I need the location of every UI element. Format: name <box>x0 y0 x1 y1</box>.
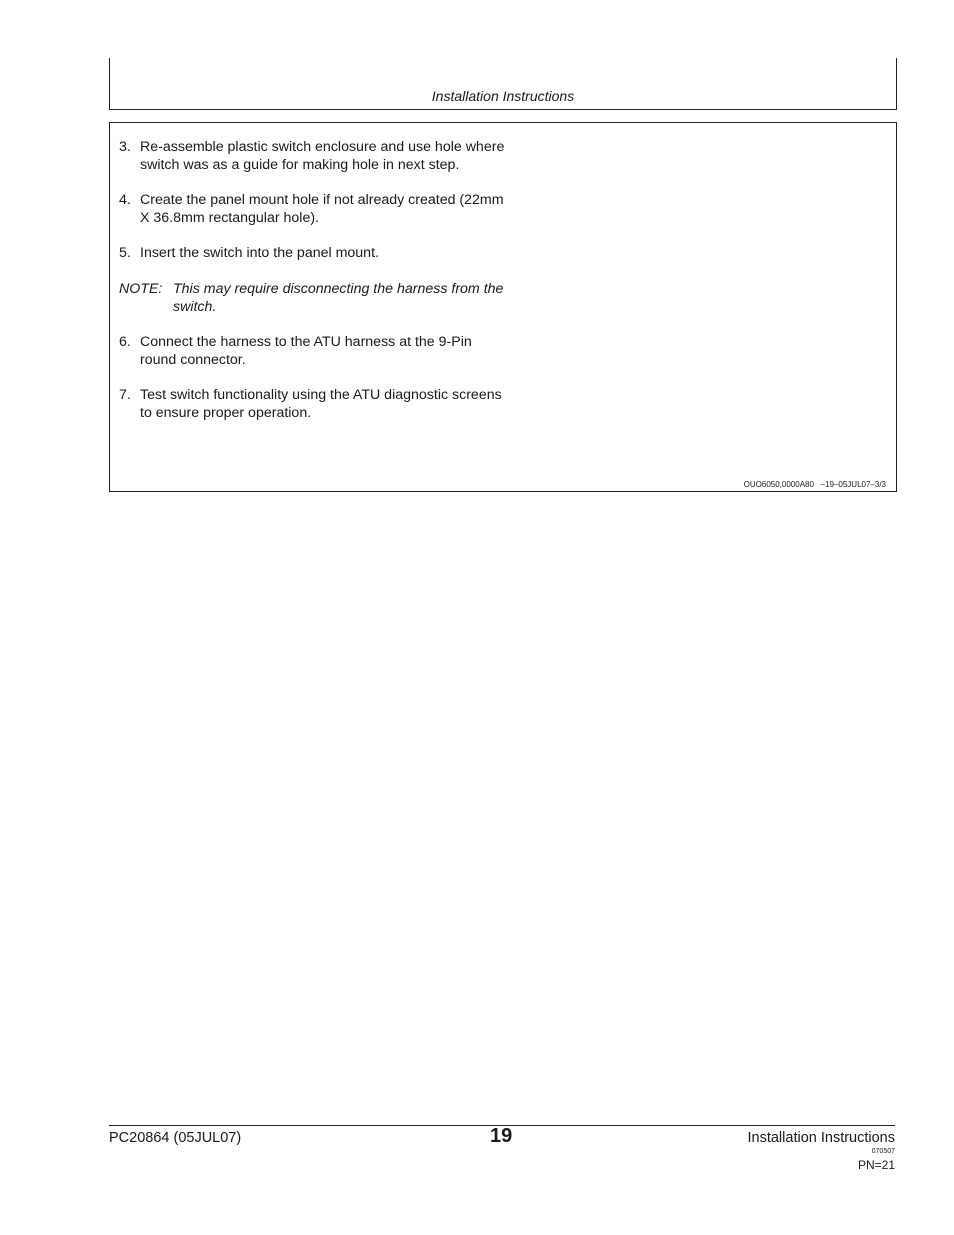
header-title: Installation Instructions <box>431 88 575 104</box>
step-number: 4. <box>119 192 131 209</box>
step-text: Connect the harness to the ATU harness at the 9-Pin round connector. <box>140 334 472 368</box>
step-item <box>119 387 509 422</box>
document-reference: OUO6050,0000A80 –19–05JUL07–3/3 <box>743 480 886 489</box>
step-number: 6. <box>119 334 131 351</box>
note <box>119 281 509 316</box>
instruction-steps <box>119 139 509 441</box>
step-number: 7. <box>119 387 131 404</box>
footer-section-title: Installation Instructions <box>747 1130 895 1146</box>
note-label: NOTE: <box>119 280 163 297</box>
footer-code: 070507 <box>871 1148 895 1155</box>
step-text: Insert the switch into the panel mount. <box>140 245 379 262</box>
footer-doc-number: PC20864 (05JUL07) <box>109 1130 242 1146</box>
content-box <box>109 122 897 492</box>
note-text: This may require disconnecting the harness from the switch. <box>173 280 504 315</box>
page-number: 19 <box>490 1125 513 1147</box>
step-text: Create the panel mount hole if not already created (22mm X 36.8mm rectangular hole). <box>140 192 504 226</box>
footer-pn: PN=21 <box>857 1158 895 1172</box>
step-text: Re-assemble plastic switch enclosure and use hole where switch was as a guide for making hole in next step. <box>140 139 505 173</box>
step-number: 5. <box>119 245 131 262</box>
step-item <box>119 139 509 174</box>
step-number: 3. <box>119 139 131 155</box>
step-item <box>119 334 509 369</box>
step-text: Test switch functionality using the ATU diagnostic screens to ensure proper operation. <box>140 387 502 421</box>
step-item <box>119 192 509 227</box>
page-header <box>109 58 897 110</box>
step-item <box>119 245 509 263</box>
